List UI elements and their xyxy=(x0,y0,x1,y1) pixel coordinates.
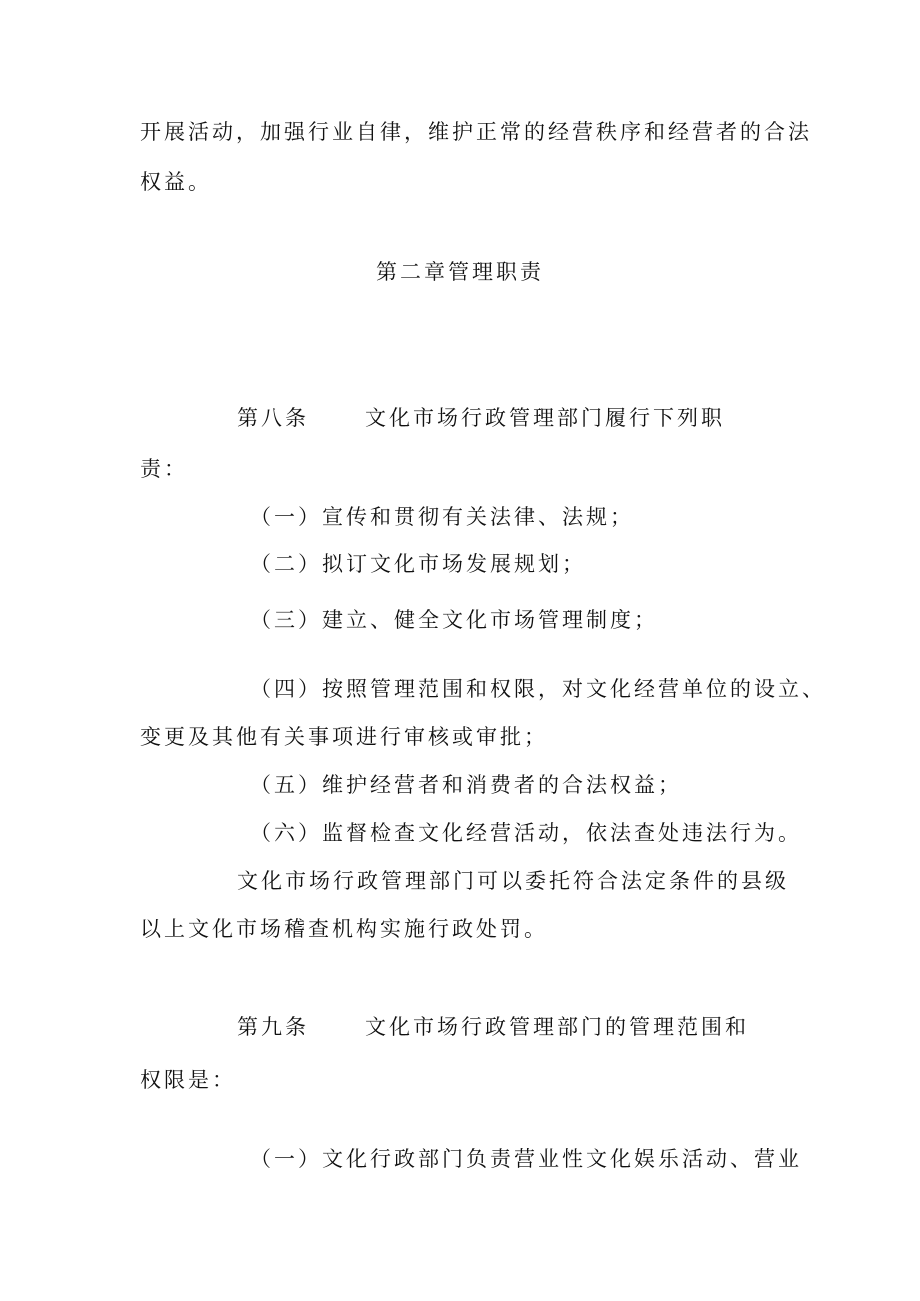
list-item: （四）按照管理范围和权限，对文化经营单位的设立、 xyxy=(250,677,826,701)
article-8-heading xyxy=(237,404,725,432)
list-item: （六）监督检查文化经营活动，依法查处违法行为。 xyxy=(250,821,802,845)
article-text: 文化市场行政管理部门履行下列职 xyxy=(365,406,725,430)
list-item: （二）拟订文化市场发展规划； xyxy=(250,552,586,576)
paragraph-line: 文化市场行政管理部门可以委托符合法定条件的县级 xyxy=(237,869,789,893)
article-continuation: 权限是： xyxy=(140,1068,236,1092)
article-number: 第八条 xyxy=(237,406,309,430)
text-line: 权益。 xyxy=(140,170,212,194)
article-continuation: 责： xyxy=(140,457,188,481)
text-line: 开展活动，加强行业自律，维护正常的经营秩序和经营者的合法 xyxy=(140,120,812,144)
article-text: 文化市场行政管理部门的管理范围和 xyxy=(365,1015,749,1039)
list-item-continuation: 变更及其他有关事项进行审核或审批； xyxy=(140,725,548,749)
paragraph-line: 以上文化市场稽查机构实施行政处罚。 xyxy=(140,917,548,941)
list-item: （三）建立、健全文化市场管理制度； xyxy=(250,608,658,632)
list-item: （一）文化行政部门负责营业性文化娱乐活动、营业 xyxy=(250,1147,802,1171)
list-item: （一）宣传和贯彻有关法律、法规； xyxy=(250,505,634,529)
article-9-heading xyxy=(237,1013,749,1041)
article-number: 第九条 xyxy=(237,1015,309,1039)
list-item: （五）维护经营者和消费者的合法权益； xyxy=(250,773,682,797)
chapter-title: 第二章管理职责 xyxy=(376,260,544,284)
